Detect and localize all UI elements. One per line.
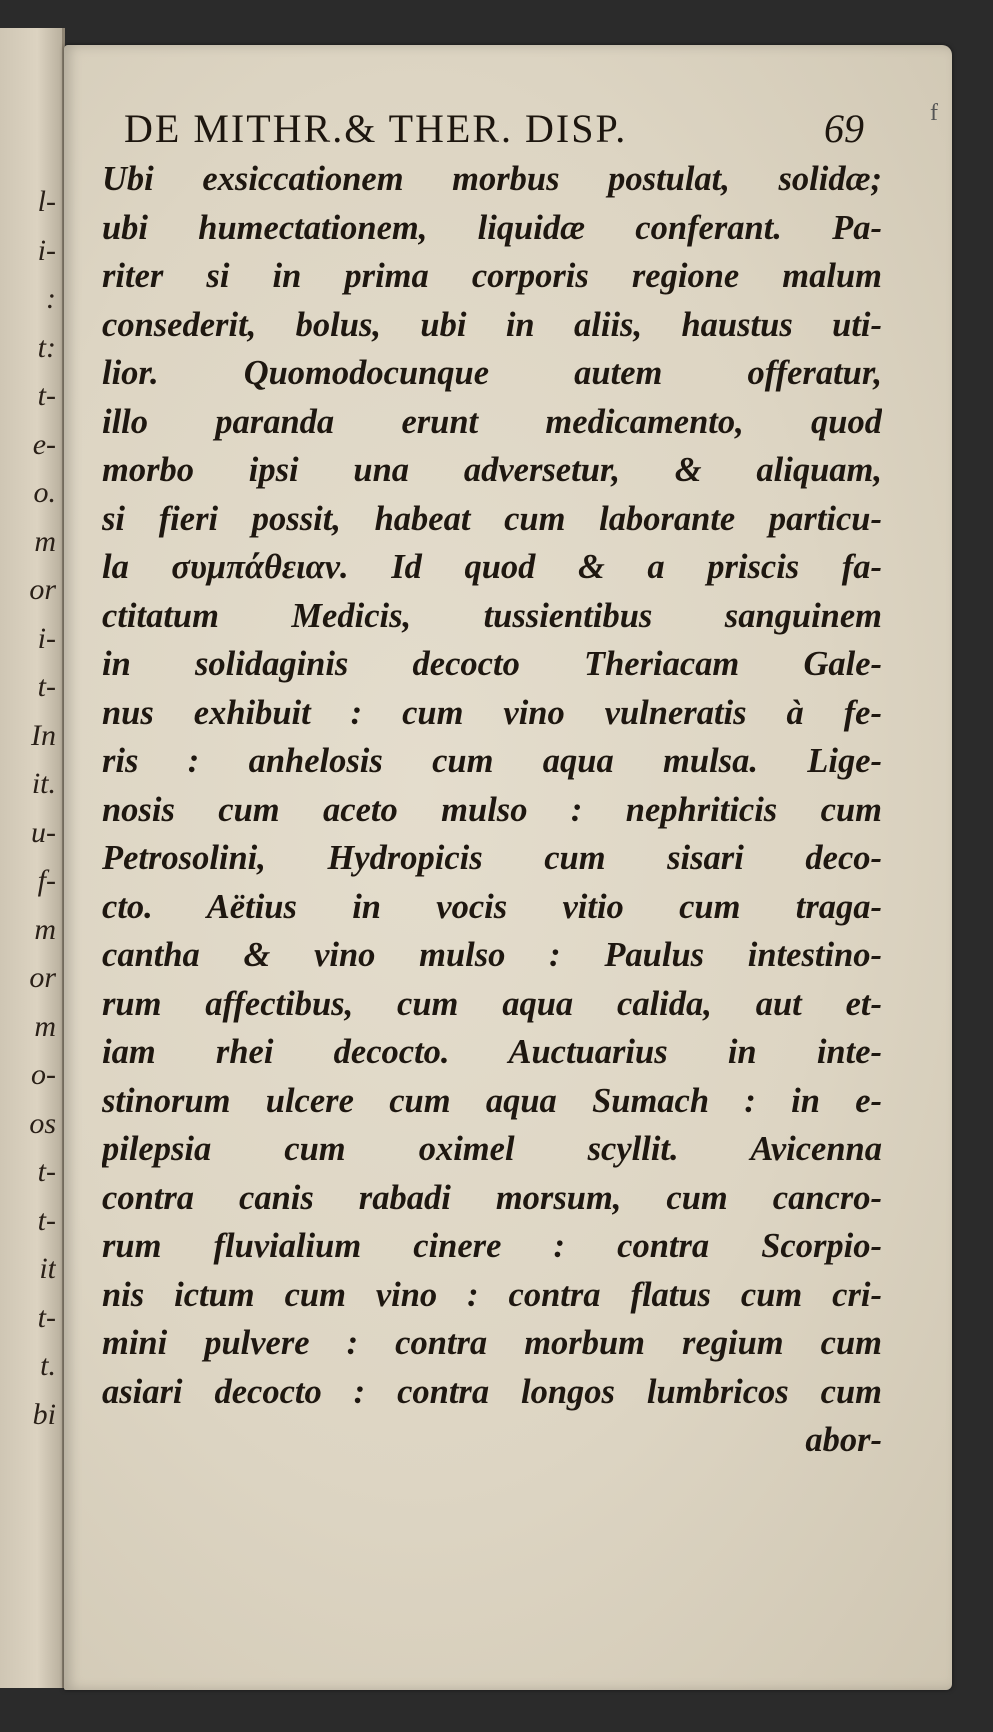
body-text — [102, 155, 882, 1465]
fragment: os — [29, 1106, 56, 1140]
text-line: asiari decocto : contra longos lumbricos cum — [102, 1372, 882, 1411]
text-line: iam rhei decocto. Auctuarius in inte- — [102, 1033, 882, 1071]
text-line: mini pulvere : contra morbum regium cum — [102, 1324, 882, 1362]
fragment: t- — [37, 1300, 56, 1334]
text-line: la συμπάθειαν. Id quod & a priscis fa- — [102, 548, 882, 586]
fragment: t. — [40, 1349, 56, 1382]
fragment: t: — [37, 330, 56, 364]
fragment: i- — [37, 233, 56, 267]
fragment: m — [34, 524, 56, 558]
book-page — [64, 45, 952, 1690]
fragment: o. — [33, 476, 56, 509]
fragment: e- — [32, 427, 56, 461]
text-line: nosis cum aceto mulso : nephriticis cum — [102, 790, 882, 829]
text-line: morbo ipsi una adversetur, & aliquam, — [102, 451, 882, 489]
catchword: abor- — [805, 1421, 882, 1459]
fragment: t- — [37, 1203, 56, 1237]
fragment: i- — [37, 621, 56, 655]
text-line: ubi humectationem, liquidæ conferant. Pa- — [102, 208, 882, 247]
fragment: it. — [31, 767, 56, 800]
page-number: 69 — [824, 106, 864, 151]
text-line: riter si in prima corporis regione malum — [102, 257, 882, 295]
text-line: ctitatum Medicis, tussientibus sanguinem — [102, 596, 882, 635]
fragment: l- — [37, 185, 56, 218]
fragment: : — [46, 282, 56, 315]
text-line: Ubi exsiccationem morbus postulat, solidæ; — [102, 160, 882, 198]
text-line: rum fluvialium cinere : contra Scorpio- — [102, 1227, 882, 1265]
fragment: or — [29, 573, 56, 606]
text-line: pilepsia cum oximel scyllit. Avicenna — [102, 1130, 882, 1168]
fragment: or — [29, 961, 56, 994]
text-line: ris : anhelosis cum aqua mulsa. Lige- — [102, 742, 882, 780]
text-line: rum affectibus, cum aqua calida, aut et- — [102, 984, 882, 1023]
fragment: o- — [31, 1058, 56, 1091]
text-line: cto. Aëtius in vocis vitio cum traga- — [102, 887, 882, 926]
text-line: illo paranda erunt medicamento, quod — [102, 402, 882, 441]
fragment: bi — [32, 1397, 56, 1431]
fragment: f- — [37, 864, 56, 897]
text-line: lior. Quomodocunque autem offeratur, — [102, 354, 882, 392]
text-line: cantha & vino mulso : Paulus intestino- — [102, 936, 882, 974]
text-line: stinorum ulcere cum aqua Sumach : in e- — [102, 1081, 882, 1120]
text-line: Petrosolini, Hydropicis cum sisari deco- — [102, 839, 882, 877]
fragment: t- — [37, 1155, 56, 1188]
fragment: In — [31, 718, 56, 752]
margin-mark: f — [930, 100, 938, 126]
fragment: u- — [31, 815, 56, 849]
fragment: m — [34, 912, 56, 946]
text-line: consederit, bolus, ubi in aliis, haustus uti- — [102, 305, 882, 344]
text-line: contra canis rabadi morsum, cum cancro- — [102, 1178, 882, 1217]
fragment: m — [34, 1009, 56, 1043]
fragment: t- — [37, 379, 56, 412]
text-line: in solidaginis decocto Theriacam Gale- — [102, 645, 882, 683]
facing-page-fragments — [4, 178, 56, 1439]
fragment: it — [39, 1252, 56, 1285]
text-line: nus exhibuit : cum vino vulneratis à fe- — [102, 693, 882, 732]
facing-page-edge — [0, 28, 65, 1688]
fragment: t- — [37, 670, 56, 703]
running-title: DE MITHR.& THER. DISP. — [124, 106, 628, 151]
text-line: nis ictum cum vino : contra flatus cum cri- — [102, 1275, 882, 1314]
text-line: si fieri possit, habeat cum laborante particu- — [102, 499, 882, 538]
running-header — [124, 105, 864, 152]
